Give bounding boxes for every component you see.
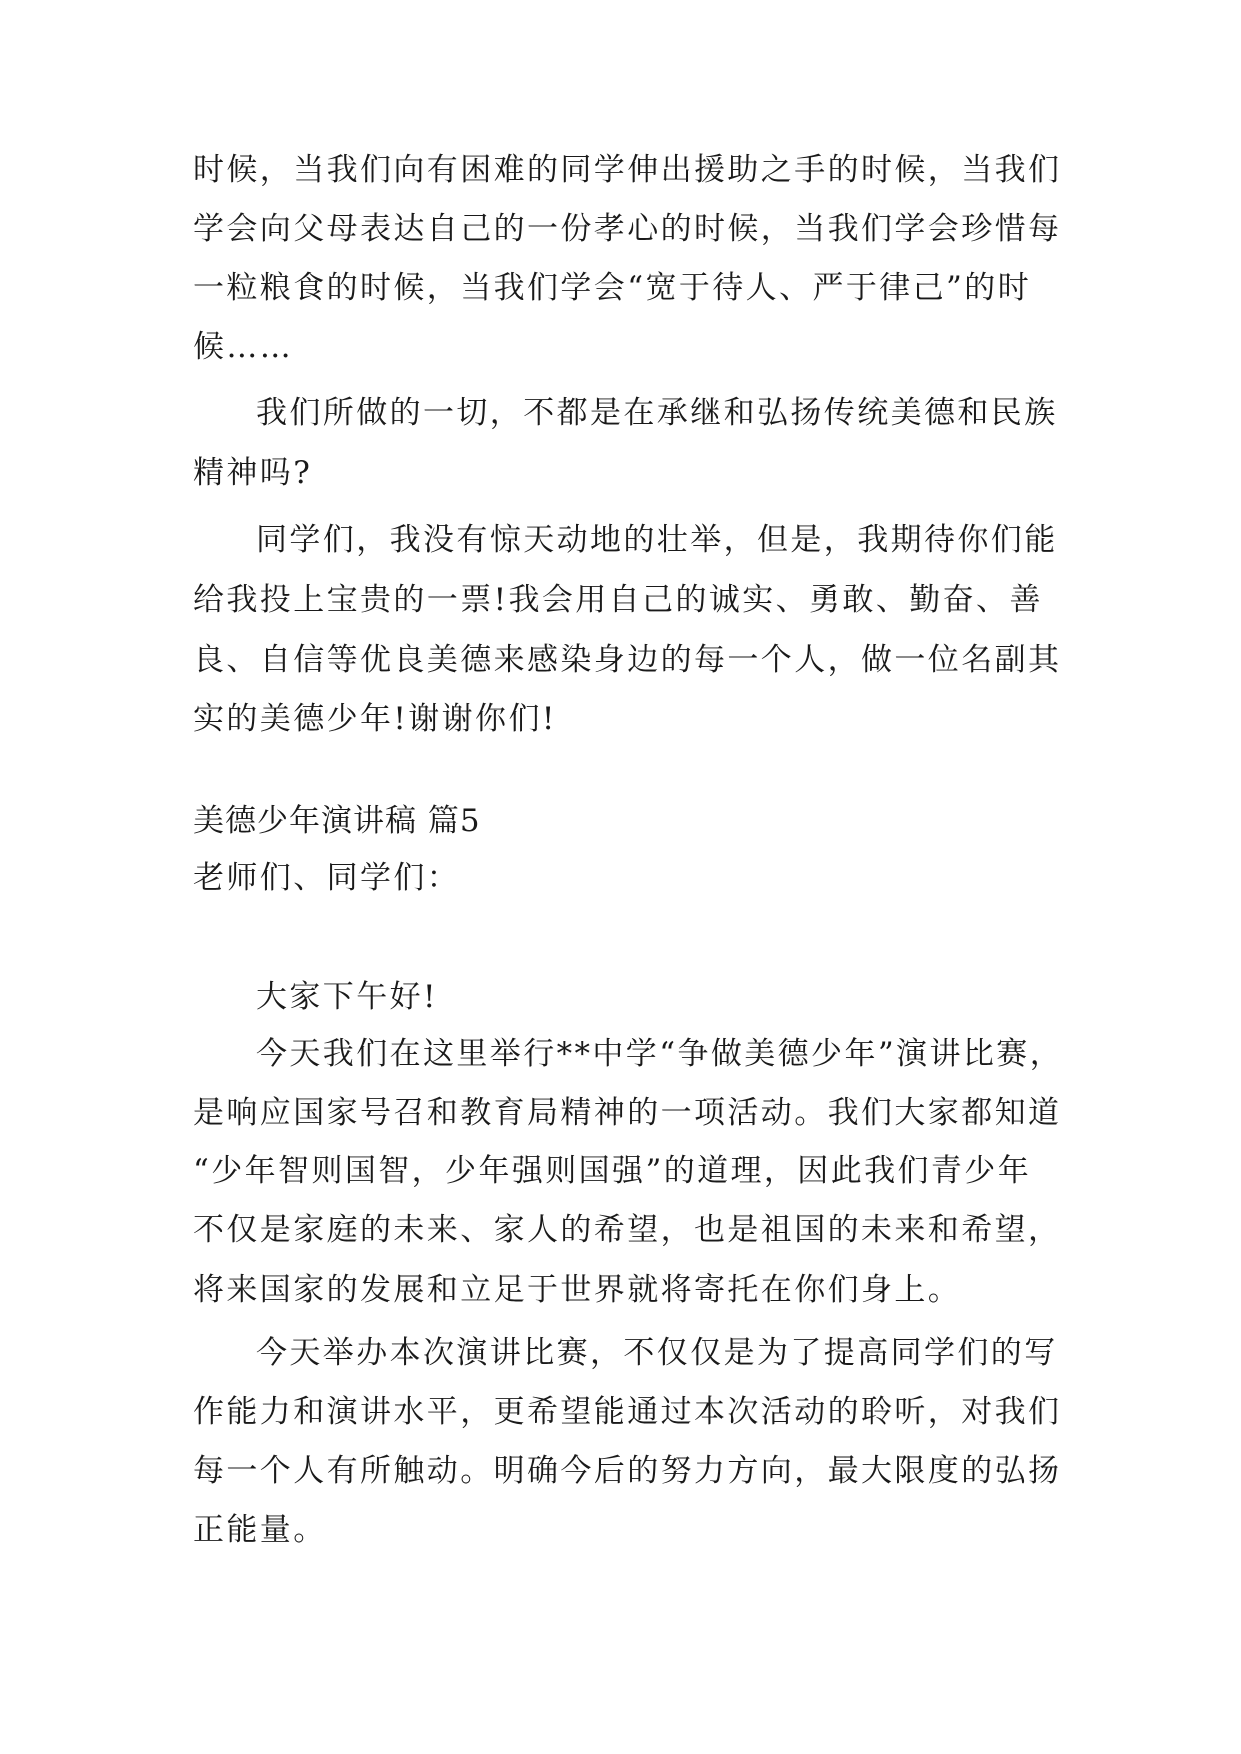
text-line: 每一个人有所触动。明确今后的努力方向，最大限度的弘扬 (193, 1453, 1062, 1489)
text-line: “少年智则国智，少年强则国强”的道理，因此我们青少年 (193, 1153, 1032, 1189)
text-line: 实的美德少年!谢谢你们! (193, 701, 557, 737)
text-line: 候…… (193, 329, 294, 365)
section-heading: 美德少年演讲稿 篇5 (193, 803, 481, 839)
text-line: 正能量。 (193, 1512, 327, 1548)
text-line: 今天举办本次演讲比赛，不仅仅是为了提高同学们的写 (256, 1335, 1058, 1371)
text-line: 我们所做的一切，不都是在承继和弘扬传统美德和民族 (256, 395, 1058, 431)
text-line: 将来国家的发展和立足于世界就将寄托在你们身上。 (193, 1272, 962, 1308)
text-line: 学会向父母表达自己的一份孝心的时候，当我们学会珍惜每 (193, 211, 1062, 247)
text-line: 良、自信等优良美德来感染身边的每一个人，做一位名副其 (193, 642, 1062, 678)
salutation: 老师们、同学们： (193, 860, 461, 896)
text-line: 是响应国家号召和教育局精神的一项活动。我们大家都知道 (193, 1095, 1062, 1131)
text-line: 一粒粮食的时候，当我们学会“宽于待人、严于律己”的时 (193, 270, 1032, 306)
text-line: 同学们，我没有惊天动地的壮举，但是，我期待你们能 (256, 522, 1058, 558)
greeting: 大家下午好! (256, 979, 438, 1015)
text-line: 精神吗? (193, 455, 313, 491)
text-line: 给我投上宝贵的一票!我会用自己的诚实、勇敢、勤奋、善 (193, 582, 1043, 618)
text-line: 时候，当我们向有困难的同学伸出援助之手的时候，当我们 (193, 152, 1062, 188)
text-line: 作能力和演讲水平，更希望能通过本次活动的聆听，对我们 (193, 1394, 1062, 1430)
text-line: 今天我们在这里举行**中学“争做美德少年”演讲比赛， (256, 1036, 1064, 1072)
text-line: 不仅是家庭的未来、家人的希望，也是祖国的未来和希望， (193, 1212, 1062, 1248)
